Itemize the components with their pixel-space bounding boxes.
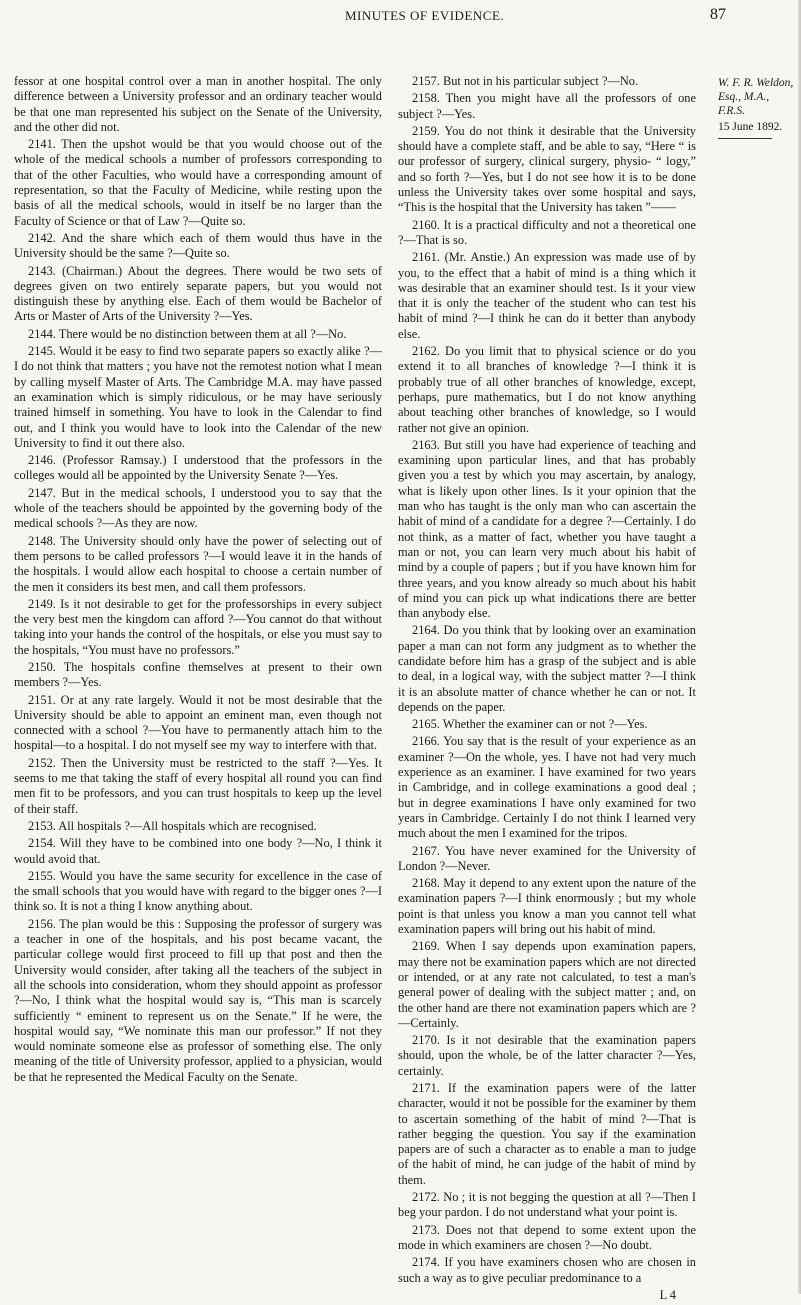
evidence-paragraph: 2159. You do not think it desirable that the University should have a complete staff, and be able to say, “Here “ is our professor of surgery, clinical surgery, physio- “ logy,” and so forth ?—Yes, but I do not see how it is to be done unless the University takes over some hospital and says, “This is the hospital that the University has taken ”—— — [398, 123, 696, 215]
evidence-paragraph: 2141. Then the upshot would be that you would choose out of the whole of the medical schools a number of professors corresponding to that of the other Faculties, who would have a corresponding amount of representation, so that the Faculty of Medicine, while resting upon the basis of all the medical schools, would in itself be no larger than the Faculty of Science or that of Law ?—Quite so. — [14, 137, 382, 228]
evidence-paragraph: 2153. All hospitals ?—All hospitals which are recognised. — [28, 818, 317, 833]
evidence-paragraph: 2146. (Professor Ramsay.) I understood that the professors in the colleges would all be appointed by the University Senate ?—Yes. — [14, 453, 382, 483]
evidence-paragraph: 2157. But not in his particular subject ?—No. — [412, 74, 639, 88]
witness-sidenote — [718, 76, 798, 139]
evidence-paragraph: 2154. Will they have to be combined into one body ?—No, I think it would avoid that. — [14, 836, 382, 866]
evidence-paragraph: fessor at one hospital control over a man in another hospital. The only difference between a University professor and an ordinary teacher would be that one man represented his subject on the Senate of the University, and the other did not. — [14, 74, 382, 134]
evidence-paragraph: 2145. Would it be easy to find two separate papers so exactly alike ?—I do not think that matters ; you have not the remotest notion what I mean by calling myself Master of Arts. The Cambridge M.A. may have passed an examination which is simply ridiculous, or he may have seriously trained himself in something. You have to look in the Calendar to find out, and I think you would have to look into the Calendar of the new University to find it out there also. — [14, 344, 382, 450]
right-column — [398, 74, 696, 1305]
evidence-paragraph: 2158. Then you might have all the professors of one subject ?—Yes. — [398, 91, 696, 121]
evidence-paragraph: 2165. Whether the examiner can or not ?—Yes. — [412, 717, 648, 732]
page-header — [0, 6, 801, 30]
evidence-paragraph: 2149. Is it not desirable to get for the professorships in every subject the very best men the kingdom can afford ?—You cannot do that without taking into your hands the control of the hospitals, or else you must say to the hospitals, “You must have no professors.” — [14, 596, 382, 657]
evidence-paragraph: 2143. (Chairman.) About the degrees. There would be two sets of degrees given on two entirely separate papers, but you would not distinguish these by anything else. Each of them would be Bachelor of Arts or Master of Arts of the University ?—Yes. — [14, 263, 382, 324]
evidence-paragraph: 2148. The University should only have the power of selecting out of them persons to be called professors ?—I would leave it in the hands of the hospitals. I would allow each hospital to choose a certain number of the men it considers its best men, and call them professors. — [14, 533, 382, 594]
evidence-paragraph: 2164. Do you think that by looking over an examination paper a man can not form any judgment as to whether the candidate before him has a grasp of the subject and is able to deal, in a logical way, with the subject matter ?—I think it is an absolute matter of chance whether he can or not. It depends on the paper. — [398, 623, 696, 714]
evidence-paragraph: 2166. You say that is the result of your experience as an examiner ?—On the whole, yes. I have not had very much experience as an examiner. I have examined for two years in Cambridge, and in college examinations a good deal ; but in degree examinations I have only examined for two years in Cambridge. Certainly I do not think I learned very much about the men I examined for the tripos. — [398, 734, 696, 841]
evidence-paragraph: 2171. If the examination papers were of the latter character, would it not be possible for the examiner by them to ascertain something of the habit of mind ?—That is rather begging the question. You say if the examination papers are of such a character as to enable a man to judge of the habit of mind, he can judge of the habit of mind by them. — [398, 1081, 696, 1187]
evidence-paragraph: 2152. Then the University must be restricted to the staff ?—Yes. It seems to me that taking the staff of every hospital all round you can find men fit to be professors, and you can trust hospitals to keep up the level of their staff. — [14, 755, 382, 816]
witness-name: W. F. R. Weldon, Esq., M.A., F.R.S. — [718, 77, 794, 117]
left-column — [14, 74, 382, 1087]
evidence-paragraph: 2150. The hospitals confine themselves at present to their own members ?—Yes. — [14, 659, 382, 690]
evidence-paragraph: 2169. When I say depends upon examination papers, may there not be examination papers which are not directed or intended, or at any rate not calculated, to test a man's general power of dealing with the subject matter ; and, on the other hand are there not examination papers which are ?—Certainly. — [398, 939, 696, 1030]
evidence-paragraph: 2162. Do you limit that to physical science or do you extend it to all branches of knowledge ?—I think it is probably true of all other branches of knowledge, except, perhaps, pure mathematics, but I do not know anything about teaching other branches of knowledge, so I would rather not give an opinion. — [398, 344, 696, 435]
evidence-paragraph: 2173. Does not that depend to some extent upon the mode in which examiners are chosen ?—No doubt. — [398, 1222, 696, 1252]
catchword: L 4 — [659, 1287, 676, 1302]
evidence-paragraph: 2168. May it depend to any extent upon the nature of the examination papers ?—I think enormously ; but my whole point is that unless you know a man you cannot tell what examination papers will bring out his habit of mind. — [398, 876, 696, 937]
sidenote-rule — [718, 138, 772, 139]
evidence-paragraph: 2155. Would you have the same security for excellence in the case of the small schools that you would have with regard to the bigger ones ?—I think so. It is not a thing I know anything about. — [14, 868, 382, 914]
page-number: 87 — [710, 6, 726, 23]
witness-date: 15 June 1892. — [718, 121, 783, 133]
evidence-paragraph: 2142. And the share which each of them would thus have in the University should be the same ?—Quite so. — [14, 230, 382, 261]
evidence-paragraph: 2147. But in the medical schools, I understood you to say that the whole of the teachers should be appointed by the governing body of the medical schools ?—As they are now. — [14, 485, 382, 531]
evidence-paragraph: 2156. The plan would be this : Supposing the professor of surgery was a teacher in one of the hospitals, and his post became vacant, the particular college would first proceed to fill up that post and then the University would consider, after taking all the teachers of the subject in all the schools into consideration, whom they should appoint as professor ?—No, I think what the hospital would say is, “This man is scarcely sufficiently “ eminent to represent us on the Senate.” If he were, the hospital would say, “We nominate this man our professor.” If not they would nominate someone else as professor of something else. The only meaning of the title of University professor, applied to a physician, would be that he represented the Medical Faculty on the Senate. — [14, 916, 382, 1084]
evidence-paragraph: 2167. You have never examined for the University of London ?—Never. — [398, 843, 696, 873]
evidence-paragraph: 2160. It is a practical difficulty and not a theoretical one ?—That is so. — [398, 217, 696, 247]
evidence-paragraph: 2163. But still you have had experience of teaching and examining upon particular lines, and that has probably given you a test by which you may ascertain, by analogy, what is likely upon other lines. Is it your opinion that the man who has taught is the only man who can ascertain the habit of mind of a candidate for a degree ?—Certainly. I do not think, as a matter of fact, whether you have taught a man or not, you can learn very much about his habit of mind by a couple of papers ; but if you have known him for three years, and you know already so much about his habit of mind you can pick up what indications there are better than anybody else. — [398, 437, 696, 621]
evidence-paragraph: 2174. If you have examiners chosen who are chosen in such a way as to give peculiar predominance to a — [398, 1255, 696, 1285]
evidence-paragraph: 2144. There would be no distinction between them at all ?—No. — [28, 326, 347, 341]
evidence-paragraph: 2161. (Mr. Anstie.) An expression was made use of by you, to the effect that a habit of mind is a thing which it was desirable that an examiner should test. Is it your view that it is only the teacher of the student who can test his habit of mind ?—I think he can do it better than anybody else. — [398, 250, 696, 341]
running-head: MINUTES OF EVIDENCE. — [345, 8, 505, 23]
evidence-paragraph: 2151. Or at any rate largely. Would it not be most desirable that the University should be able to appoint an eminent man, even though not connected with a school ?—You have to permanently attach him to the hospital—to a hospital. I do not myself see my way to interfere with that. — [14, 692, 382, 753]
evidence-paragraph: 2170. Is it not desirable that the examination papers should, upon the whole, be of the latter character ?—Yes, certainly. — [398, 1033, 696, 1078]
evidence-paragraph: 2172. No ; it is not begging the question at all ?—Then I beg your pardon. I do not understand what your point is. — [398, 1190, 696, 1220]
